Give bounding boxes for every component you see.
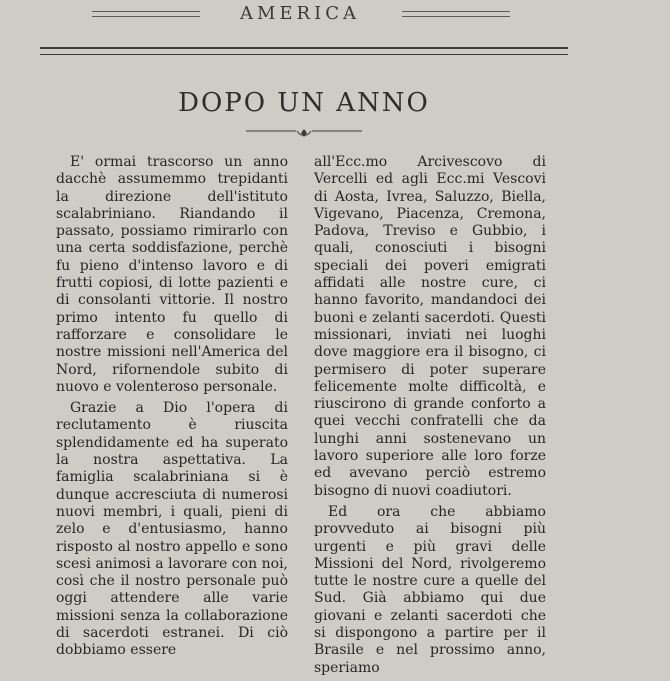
header-rule-left-bottom <box>92 16 200 17</box>
left-column <box>56 154 288 664</box>
header-rule-right-bottom <box>402 16 510 17</box>
right-column <box>314 154 546 681</box>
ornament-icon <box>244 127 364 141</box>
paragraph: E' ormai trascorso un anno dacchè assumemmo trepidanti la direzione dell'istituto scalabriniano. Riandando il passato, possiamo rimirarlo con una certa soddisfazione, perchè fu pieno d'intenso lavoro e di frutti copiosi, di lotte pazienti e di consolanti vittorie. Il nostro primo intento fu quello di rafforzare e consolidare le nostre missioni nell'America del Nord, rifornendole subito di nuovo e volenteroso personale. <box>56 154 288 395</box>
header-rule-left-top <box>92 11 200 12</box>
article-title: DOPO UN ANNO <box>178 88 430 118</box>
header-rule-right-top <box>402 11 510 12</box>
paragraph: Grazie a Dio l'opera di reclutamento è riuscita splendidamente ed ha superato la nostra aspettativa. La famiglia scalabriniana si è dunque accresciuta di numerosi nuovi membri, i quali, pieni di zelo e d'entusiasmo, hanno risposto al nostro appello e sono scesi animosi a lavorare con noi, così che il nostro personale può oggi attendere alle varie missioni senza la collaborazione di sacerdoti estranei. Di ciò dobbiamo essere <box>56 400 288 659</box>
main-rule-top <box>40 47 568 49</box>
paragraph: Ed ora che abbiamo provveduto ai bisogni più urgenti e più gravi delle Missioni del Nord, rivolgeremo tutte le nostre cure a quelle del Sud. Già abbiamo qui due giovani e zelanti sacerdoti che si dispongono a partire per il Brasile e nel prossimo anno, speriamo <box>314 503 546 676</box>
paragraph: all'Ecc.mo Arcivescovo di Vercelli ed agli Ecc.mi Vescovi di Aosta, Ivrea, Saluzzo, Biella, Vigevano, Piacenza, Cremona, Padova, Treviso e Gubbio, i quali, conosciuti i bisogni speciali dei poveri emigrati affidati alle nostre cure, ci hanno favorito, mandandoci dei buoni e zelanti sacerdoti. Questi missionari, inviati nei luoghi dove maggiore era il bisogno, ci permisero di poter superare felicemente molte difficoltà, e riuscirono di grande conforto a quei vecchi confratelli che da lunghi anni sostenevano un lavoro superiore alle loro forze ed avevano perciò estremo bisogno di nuovi coadiutori. <box>314 154 546 499</box>
section-header: AMERICA <box>239 3 360 24</box>
main-rule-bottom <box>40 54 568 55</box>
